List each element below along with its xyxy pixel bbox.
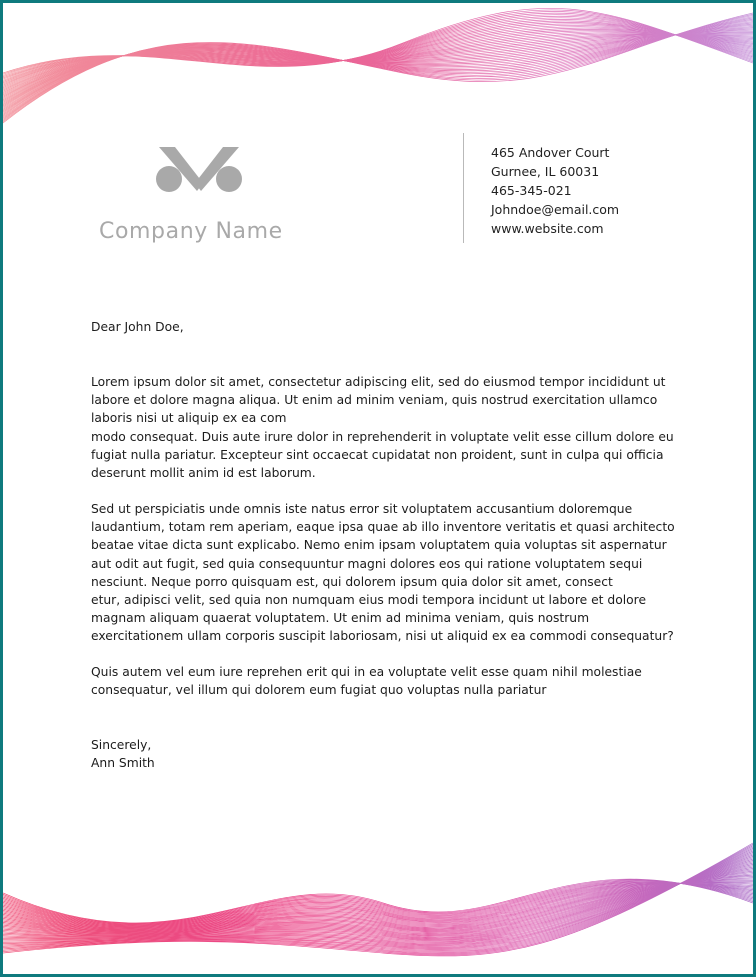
bottom-wave-decoration [3, 823, 753, 977]
wave-line [3, 22, 753, 115]
wave-line [3, 860, 753, 943]
wave-line [3, 14, 753, 122]
wave-line [3, 15, 753, 78]
wave-line [3, 34, 753, 103]
wave-line [3, 844, 753, 955]
phone-number: 465-345-021 [491, 183, 572, 198]
letter-paragraph-1: Lorem ipsum dolor sit amet, consectetur adipiscing elit, sed do eiusmod tempor incididunt ut labore et dolore magna aliqua. Ut enim ad minim veniam, quis nostrud exercitation ullamco laboris nisi ut aliquip ex ea com modo consequat. Duis aute irure dolor in reprehenderit in voluptate velit esse cillum dolore eu fugiat nulla pariatur. Excepteur sint occaecat cupidatat non proident, sunt in culpa qui officia deserunt mollit anim id est laborum. [91, 375, 674, 481]
wave-line [3, 13, 753, 77]
wave-line [3, 881, 753, 924]
wave-line [3, 28, 753, 89]
wave-line [3, 21, 753, 83]
wave-line [3, 17, 753, 120]
letter-greeting: Dear John Doe, [91, 320, 184, 334]
wave-line [3, 883, 753, 927]
wave-line [3, 847, 753, 953]
wave-line [3, 879, 753, 923]
wave-line [3, 855, 753, 947]
wave-line [3, 31, 753, 104]
wave-line [3, 880, 753, 930]
address-line-1: 465 Andover Court [491, 145, 610, 160]
wave-line [3, 25, 753, 111]
wave-line [3, 15, 753, 120]
wave-line [3, 24, 753, 85]
wave-line [3, 870, 753, 937]
wave-line [3, 883, 753, 927]
wave-line [3, 859, 753, 944]
wave-line [3, 867, 753, 938]
wave-line [3, 29, 753, 90]
wave-line [3, 8, 753, 73]
wave-line [3, 33, 753, 104]
company-logo-icon [153, 143, 245, 199]
wave-line [3, 866, 753, 940]
wave-line [3, 26, 753, 109]
wave-line [3, 881, 753, 930]
wave-line [3, 10, 753, 74]
wave-line [3, 29, 753, 107]
wave-line [3, 35, 753, 99]
wave-line [3, 22, 753, 84]
wave-line [3, 868, 753, 937]
wave-line [3, 25, 753, 86]
wave-line [3, 883, 753, 927]
letter-paragraph-2: Sed ut perspiciatis unde omnis iste natus error sit voluptatem accusantium doloremque laudantium, totam rem aperiam, eaque ipsa quae ab illo inventore veritatis et quasi architecto beatae vitae dicta sunt explicabo. Nemo enim ipsam voluptatem quia voluptas sit aspernatur aut odit aut fugit, sed quia consequuntur magni dolores eos qui ratione voluptatem sequi nesciunt. Neque porro quisquam est, qui dolorem ipsum quia dolor sit amet, consect etur, adipisci velit, sed quia non numquam eius modi tempora incidunt ut labore et dolore magnam aliquam quaerat voluptatem. Ut enim ad minima veniam, quis nostrum exercitationem ullam corporis suscipit laboriosam, nisi ut aliquid ex ea commodi consequatur? [91, 502, 675, 644]
wave-line [3, 880, 753, 924]
wave-line [3, 850, 753, 951]
wave-line [3, 28, 753, 109]
wave-line [3, 881, 753, 924]
wave-line [3, 27, 753, 88]
wave-line [3, 34, 753, 101]
wave-line [3, 883, 753, 926]
wave-line [3, 19, 753, 81]
contact-block [491, 143, 619, 238]
wave-line [3, 18, 753, 81]
wave-line [3, 882, 753, 925]
wave-line [3, 20, 753, 115]
wave-line [3, 879, 753, 931]
signature-name: Ann Smith [91, 756, 155, 771]
wave-line [3, 883, 753, 928]
wave-line [3, 863, 753, 941]
wave-line [3, 32, 753, 93]
wave-line [3, 34, 753, 96]
wave-line [3, 846, 753, 954]
wave-line [3, 883, 753, 929]
wave-line [3, 31, 753, 92]
wave-line [3, 33, 753, 94]
wave-line [3, 874, 753, 934]
wave-line [3, 871, 753, 935]
wave-line [3, 35, 753, 100]
company-name: Company Name [99, 219, 283, 244]
wave-line [3, 11, 753, 75]
wave-line [3, 23, 753, 113]
wave-line [3, 854, 753, 948]
top-wave-decoration [3, 3, 753, 128]
wave-line [3, 19, 753, 117]
wave-line [3, 862, 753, 943]
wave-line [3, 875, 753, 933]
wave-line [3, 858, 753, 946]
letter-closing-block [91, 736, 681, 772]
wave-line [3, 864, 753, 940]
wave-line [3, 843, 753, 956]
email-address: Johndoe@email.com [491, 202, 620, 217]
address-line-2: Gurnee, IL 60031 [491, 164, 600, 179]
wave-line [3, 35, 753, 98]
wave-line [3, 882, 753, 925]
letter-paragraph-3: Quis autem vel eum iure reprehen erit qui in ea voluptate velit esse quam nihil molestiae consequatur, vel illum qui dolorem eum fugiat quo voluptas nulla pariatur [91, 665, 642, 698]
wave-line [3, 856, 753, 946]
wave-line [3, 878, 753, 932]
wave-line [3, 880, 753, 924]
wave-line [3, 883, 753, 927]
wave-line [3, 13, 753, 123]
wave-line [3, 883, 753, 929]
wave-line [3, 852, 753, 949]
header-divider [463, 133, 464, 243]
letter-closing: Sincerely, [91, 738, 152, 752]
wave-line [3, 882, 753, 929]
wave-line [3, 872, 753, 934]
wave-line [3, 851, 753, 950]
website-url: www.website.com [491, 221, 604, 236]
wave-line [3, 18, 753, 118]
wave-line [3, 848, 753, 952]
wave-line [3, 34, 753, 95]
wave-line [3, 876, 753, 931]
wave-line [3, 16, 753, 79]
wave-line [3, 30, 753, 106]
wave-line [3, 24, 753, 112]
